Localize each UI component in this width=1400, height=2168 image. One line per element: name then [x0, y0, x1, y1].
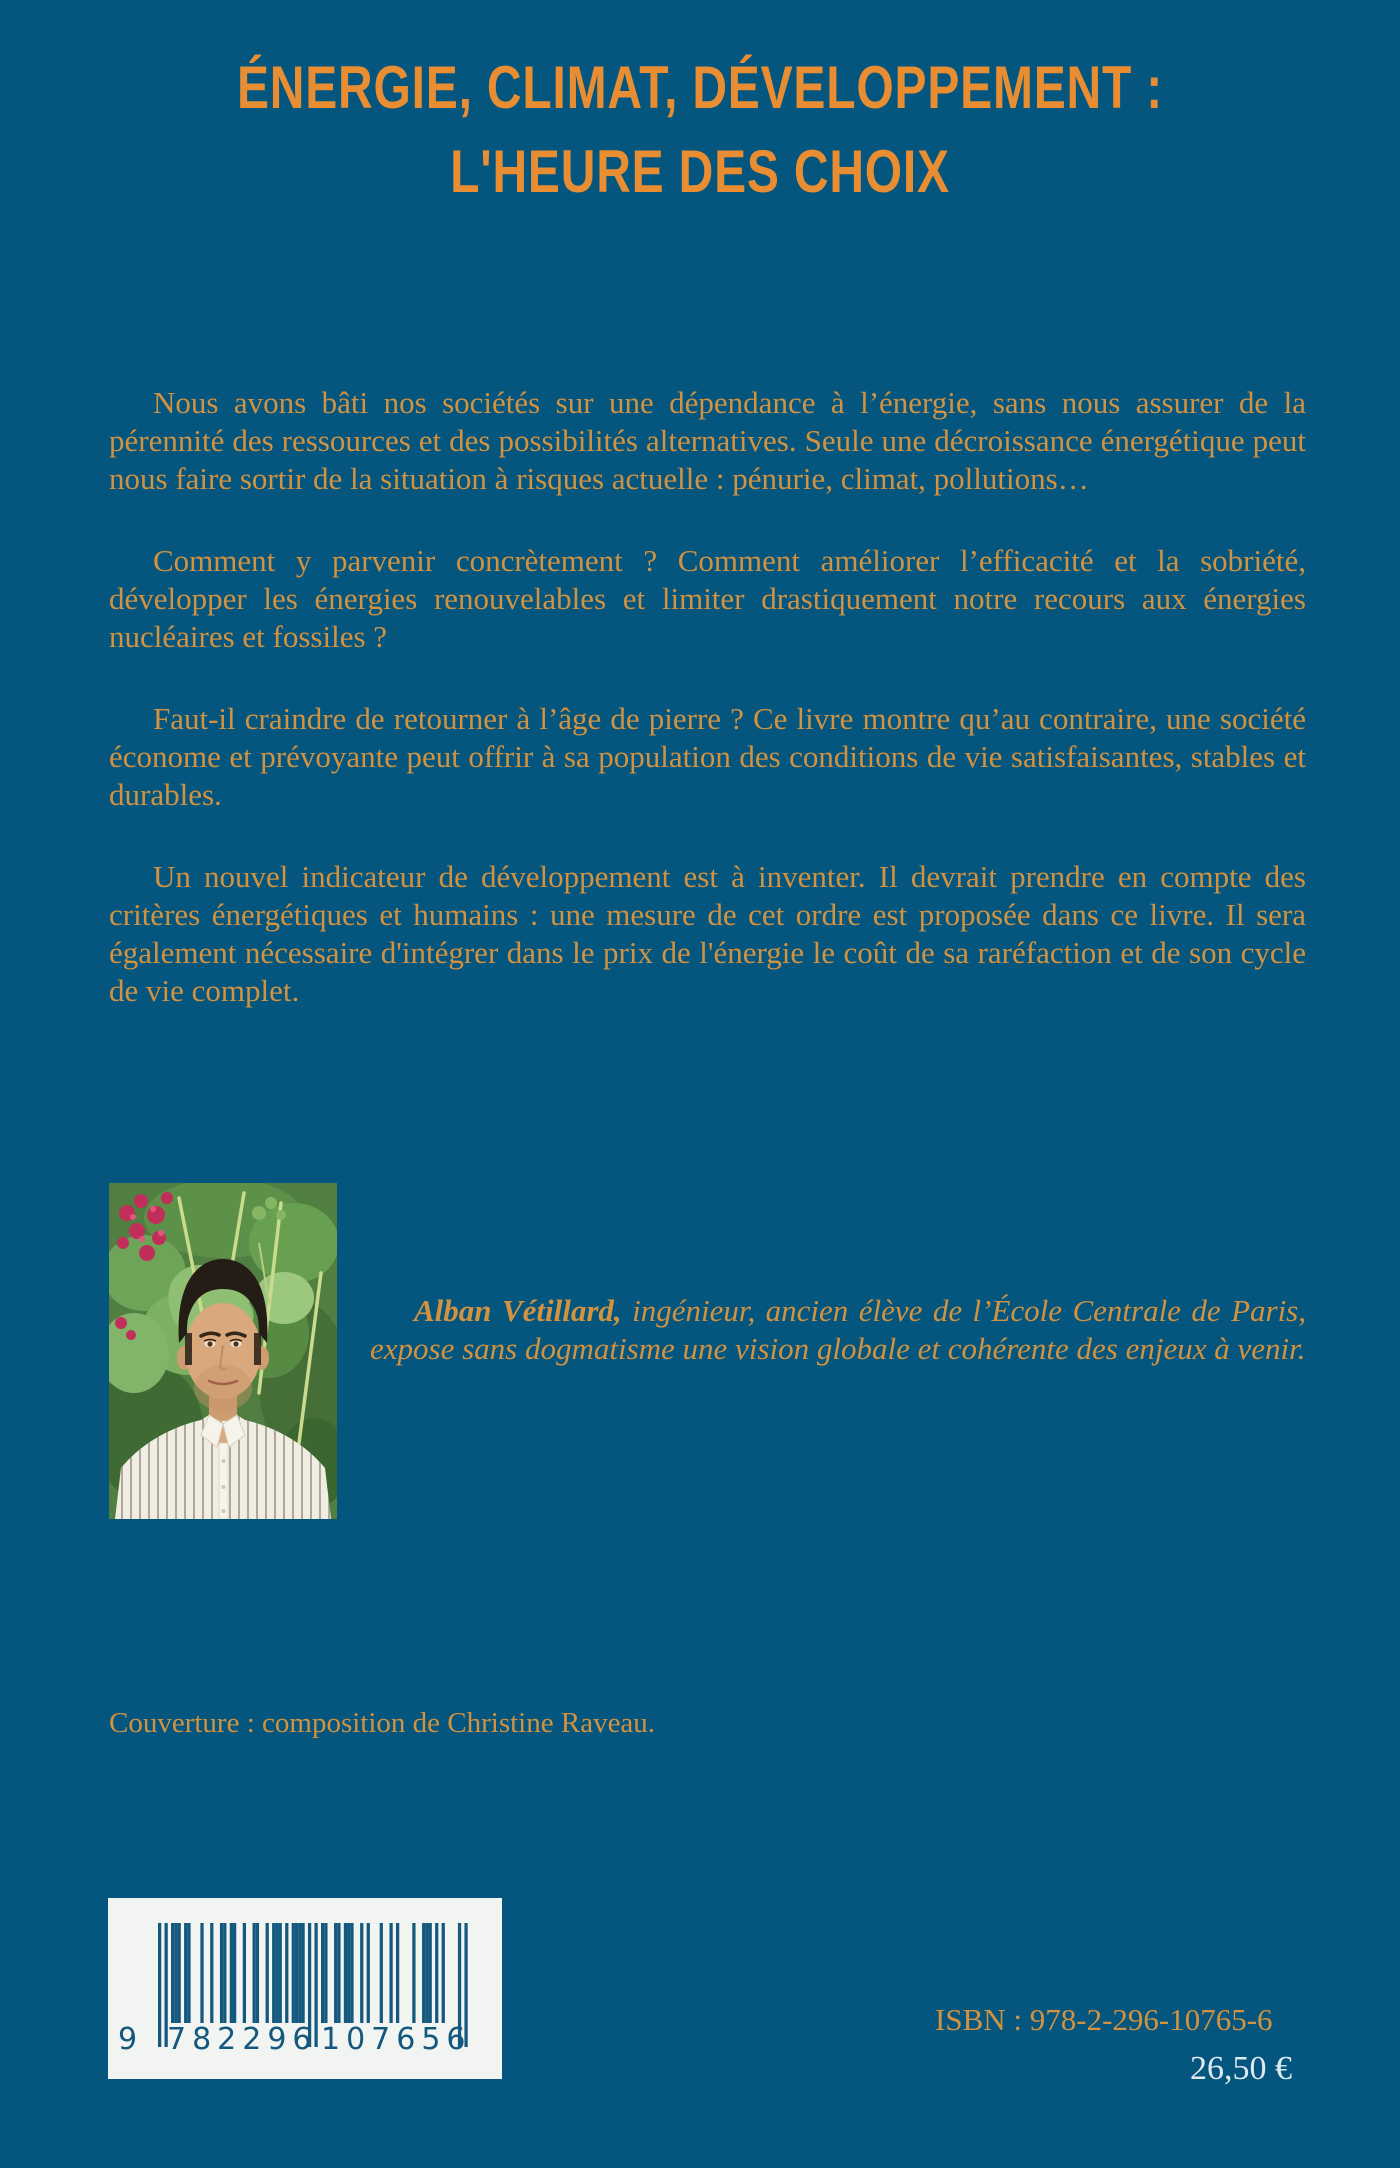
price: 26,50 € — [1190, 2050, 1292, 2087]
barcode-right-group: 107656 — [321, 2022, 472, 2057]
author-bio-text: ingénieur, ancien élève de l’École Centrale de Paris, expose sans dogmatisme une vision globale et cohérente des enjeux à venir. — [370, 1293, 1306, 1366]
barcode-first-digit: 9 — [118, 2022, 138, 2057]
author-bio — [370, 1292, 1306, 1367]
book-title-line1: ÉNERGIE, CLIMAT, DÉVELOPPEMENT : — [236, 54, 1164, 121]
barcode-left-group: 782296 — [167, 2022, 318, 2057]
back-cover-blurb — [109, 384, 1306, 1010]
author-photo — [109, 1183, 337, 1519]
blurb-paragraph-2: Comment y parvenir concrètement ? Comment améliorer l’efficacité et la sobriété, développer les énergies renouvelables et limiter drastiquement notre recours aux énergies nucléaires et fossiles ? — [109, 543, 1306, 654]
cover-credit: Couverture : composition de Christine Raveau. — [109, 1707, 656, 1739]
author-name: Alban Vétillard, — [414, 1293, 622, 1328]
blurb-paragraph-1: Nous avons bâti nos sociétés sur une dépendance à l’énergie, sans nous assurer de la pérennité des ressources et des possibilités alternatives. Seule une décroissance énergétique peut nous faire sortir de la situation à risques actuelle : pénurie, climat, pollutions… — [109, 385, 1306, 496]
book-title-line2: L'HEURE DES CHOIX — [450, 138, 950, 205]
isbn-number: ISBN : 978-2-296-10765-6 — [935, 2002, 1273, 2037]
blurb-paragraph-3: Faut-il craindre de retourner à l’âge de pierre ? Ce livre montre qu’au contraire, une société économe et prévoyante peut offrir à sa population des conditions de vie satisfaisantes, stables et durables. — [109, 701, 1306, 812]
book-title — [0, 46, 1400, 214]
ean-barcode — [108, 1898, 502, 2079]
blurb-paragraph-4: Un nouvel indicateur de développement est à inventer. Il devrait prendre en compte des critères énergétiques et humains : une mesure de cet ordre est proposée dans ce livre. Il sera également nécessaire d'intégrer dans le prix de l'énergie le coût de sa raréfaction et de son cycle de vie complet. — [109, 859, 1306, 1008]
